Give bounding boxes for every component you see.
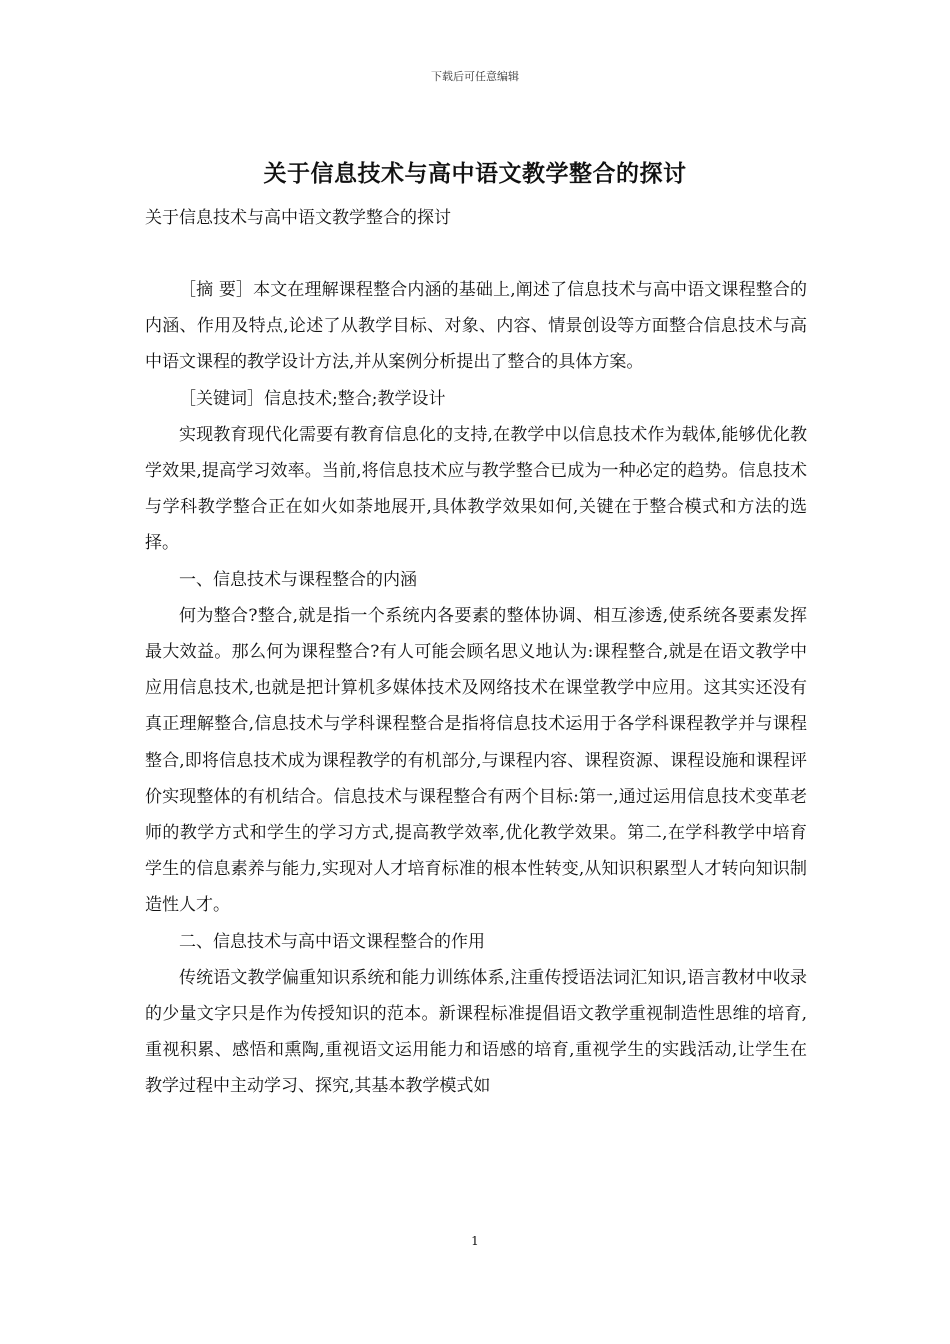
page-number: 1 xyxy=(471,1234,479,1248)
document-body xyxy=(145,272,807,1105)
section-1-paragraph: 何为整合?整合,就是指一个系统内各要素的整体协调、相互渗透,使系统各要素发挥最大效益。那么何为课程整合?有人可能会顾名思义地认为:课程整合,就是在语文教学中应用信息技术,也就是把计算机多媒体技术及网络技术在课堂教学中应用。这其实还没有真正理解整合,信息技术与学科课程整合是指将信息技术运用于各学科课程教学并与课程整合,即将信息技术成为课程教学的有机部分,与课程内容、课程资源、课程设施和课程评价实现整体的有机结合。信息技术与课程整合有两个目标:第一,通过运用信息技术变革老师的教学方式和学生的学习方式,提高教学效率,优化教学效果。第二,在学科教学中培育学生的信息素养与能力,实现对人才培育标准的根本性转变,从知识积累型人才转向知识制造性人才。 xyxy=(145,605,807,916)
document-subtitle: 关于信息技术与高中语文教学整合的探讨 xyxy=(145,208,451,228)
header-note: 下载后可任意编辑 xyxy=(431,70,519,83)
abstract-paragraph: ［摘 要］本文在理解课程整合内涵的基础上,阐述了信息技术与高中语文课程整合的内涵、作用及特点,论述了从教学目标、对象、内容、情景创设等方面整合信息技术与高中语文课程的教学设计方法,并从案例分析提出了整合的具体方案。 xyxy=(145,280,807,373)
keywords-paragraph: ［关键词］信息技术;整合;教学设计 xyxy=(179,388,446,409)
section-heading-1: 一、信息技术与课程整合的内涵 xyxy=(179,569,417,590)
section-heading-2: 二、信息技术与高中语文课程整合的作用 xyxy=(179,931,485,952)
document-title: 关于信息技术与高中语文教学整合的探讨 xyxy=(263,160,687,187)
section-2-paragraph: 传统语文教学偏重知识系统和能力训练体系,注重传授语法词汇知识,语言教材中收录的少量文字只是作为传授知识的范本。新课程标准提倡语文教学重视制造性思维的培育,重视积累、感悟和熏陶,重视语文运用能力和语感的培育,重视学生的实践活动,让学生在教学过程中主动学习、探究,其基本教学模式如 xyxy=(145,967,807,1097)
intro-paragraph: 实现教育现代化需要有教育信息化的支持,在教学中以信息技术作为载体,能够优化教学效果,提高学习效率。当前,将信息技术应与教学整合已成为一种必定的趋势。信息技术与学科教学整合正在如火如荼地展开,具体教学效果如何,关键在于整合模式和方法的选择。 xyxy=(145,424,807,554)
